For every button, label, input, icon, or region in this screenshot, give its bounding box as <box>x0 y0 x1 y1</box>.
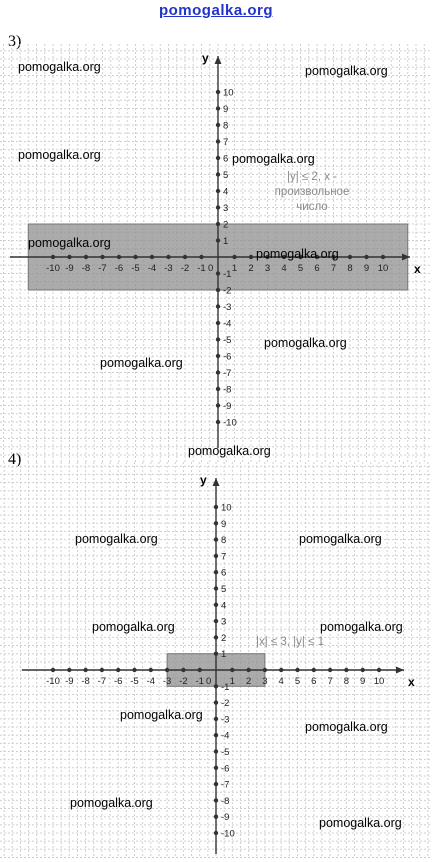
x-tick <box>100 668 104 672</box>
y-tick <box>216 271 220 275</box>
y-tick <box>214 733 218 737</box>
x-tick <box>100 255 104 259</box>
y-tick <box>216 321 220 325</box>
watermark: pomogalka.org <box>299 532 382 546</box>
y-tick-label: 5 <box>221 584 227 595</box>
coordinate-plane-4 <box>0 462 432 858</box>
y-tick-label: -5 <box>221 747 230 758</box>
x-tick-label: 3 <box>262 676 268 687</box>
x-tick-label: -6 <box>114 263 124 274</box>
watermark: pomogalka.org <box>305 64 388 78</box>
y-tick <box>214 619 218 623</box>
watermark: pomogalka.org <box>18 60 101 74</box>
x-tick <box>246 668 250 672</box>
x-tick-label: 4 <box>281 263 287 274</box>
y-tick <box>216 370 220 374</box>
x-tick <box>232 255 236 259</box>
x-axis-arrow <box>396 667 404 674</box>
y-tick <box>214 521 218 525</box>
x-tick-label: -10 <box>46 676 60 687</box>
watermark: pomogalka.org <box>120 708 203 722</box>
x-tick <box>132 668 136 672</box>
x-tick-label: -1 <box>195 676 204 687</box>
y-tick-label: 2 <box>223 219 229 231</box>
watermark: pomogalka.org <box>319 816 402 830</box>
x-tick-label: 10 <box>377 263 389 274</box>
x-axis-label: x <box>414 262 421 276</box>
x-tick-label: -6 <box>113 676 123 687</box>
x-tick <box>67 255 71 259</box>
y-tick-label: 7 <box>221 551 227 563</box>
x-tick <box>348 255 352 259</box>
x-tick <box>67 668 71 672</box>
x-tick-label: 2 <box>248 263 254 274</box>
y-tick-label: -8 <box>223 384 232 396</box>
y-tick-label: 2 <box>221 632 227 644</box>
y-tick <box>216 156 220 160</box>
x-tick-label: 7 <box>330 263 337 274</box>
y-tick-label: 6 <box>221 567 227 579</box>
watermark: pomogalka.org <box>18 148 101 162</box>
y-tick-label: 10 <box>223 87 234 99</box>
x-tick <box>364 255 368 259</box>
condition-text: произвольное <box>274 186 350 198</box>
y-tick <box>214 570 218 574</box>
x-tick <box>263 668 267 672</box>
y-tick-label: 6 <box>223 153 229 165</box>
y-tick-label: -7 <box>223 368 232 379</box>
x-tick <box>295 668 299 672</box>
x-tick-label: 1 <box>229 676 235 687</box>
x-tick <box>377 668 381 672</box>
y-tick <box>214 684 218 688</box>
x-tick <box>133 255 137 259</box>
x-tick <box>381 255 385 259</box>
y-tick <box>214 586 218 590</box>
y-tick <box>216 106 220 110</box>
y-tick <box>214 635 218 639</box>
x-tick-label: 4 <box>278 676 284 687</box>
y-tick-label: -10 <box>223 417 237 429</box>
y-tick-label: 10 <box>221 502 232 514</box>
x-tick-label: -9 <box>65 263 74 274</box>
y-tick-label: -6 <box>221 763 230 775</box>
y-tick-label: -2 <box>221 698 230 710</box>
x-tick-label: 8 <box>343 676 350 687</box>
y-tick <box>214 766 218 770</box>
x-tick-label: 9 <box>360 676 366 687</box>
origin-label: 0 <box>208 263 214 274</box>
x-tick-label: -2 <box>179 676 188 687</box>
y-tick <box>214 537 218 541</box>
x-tick-label: -8 <box>81 263 91 274</box>
watermark: pomogalka.org <box>232 152 315 166</box>
y-tick-label: 7 <box>223 137 229 148</box>
y-tick-label: 3 <box>221 616 227 628</box>
y-tick <box>216 288 220 292</box>
coordinate-plane-3 <box>0 44 432 462</box>
problem-4-label: 4) <box>8 451 22 468</box>
x-tick <box>149 668 153 672</box>
x-tick-label: 7 <box>327 676 333 687</box>
x-tick-label: -5 <box>131 263 140 274</box>
watermark: pomogalka.org <box>256 247 339 261</box>
x-tick <box>51 668 55 672</box>
x-tick-label: -4 <box>146 676 156 687</box>
y-tick <box>216 387 220 391</box>
y-tick-label: -1 <box>223 269 232 280</box>
y-tick <box>216 172 220 176</box>
y-tick-label: 9 <box>221 518 227 530</box>
x-tick <box>181 668 185 672</box>
y-tick-label: -3 <box>223 302 232 313</box>
y-tick <box>214 717 218 721</box>
problem-3-label: 3) <box>8 33 22 50</box>
x-tick <box>199 255 203 259</box>
y-tick <box>216 189 220 193</box>
condition-text: |x| ≤ 3, |y| ≤ 1 <box>255 636 325 648</box>
condition-text: |y| ≤ 2, x - <box>287 171 337 183</box>
y-tick-label: -7 <box>221 779 230 791</box>
y-tick-label: -1 <box>221 681 230 693</box>
y-tick <box>214 798 218 802</box>
x-tick-label: -3 <box>164 263 173 274</box>
x-tick-label: -10 <box>46 263 60 274</box>
x-tick-label: -2 <box>180 263 190 274</box>
x-tick-label: 6 <box>314 263 320 274</box>
x-tick-label: 1 <box>231 263 238 274</box>
y-tick <box>214 505 218 509</box>
x-tick <box>279 668 283 672</box>
y-tick <box>216 238 220 242</box>
y-tick <box>214 700 218 704</box>
x-tick-label: 8 <box>347 263 353 274</box>
x-tick <box>183 255 187 259</box>
watermark: pomogalka.org <box>70 796 153 810</box>
x-tick <box>84 255 88 259</box>
y-tick-label: -10 <box>221 828 235 840</box>
x-tick <box>116 668 120 672</box>
x-tick-label: 10 <box>373 676 385 687</box>
watermark: pomogalka.org <box>264 336 347 350</box>
x-tick <box>117 255 121 259</box>
y-tick <box>216 222 220 226</box>
y-axis-arrow <box>213 478 220 486</box>
watermark: pomogalka.org <box>100 356 183 370</box>
x-tick-label: 3 <box>264 263 271 274</box>
x-tick-label: 6 <box>311 676 317 687</box>
watermark: pomogalka.org <box>188 444 271 458</box>
watermark: pomogalka.org <box>305 720 388 734</box>
site-title[interactable]: pomogalka.org <box>158 2 273 19</box>
y-tick-label: 9 <box>223 104 229 115</box>
x-tick <box>166 255 170 259</box>
y-tick-label: 3 <box>223 203 229 214</box>
x-tick <box>249 255 253 259</box>
y-tick <box>214 652 218 656</box>
x-tick-label: -3 <box>162 676 172 687</box>
y-tick-label: -5 <box>223 335 232 346</box>
x-tick <box>328 668 332 672</box>
y-tick <box>214 554 218 558</box>
x-tick <box>312 668 316 672</box>
y-tick-label: -3 <box>221 714 230 726</box>
y-tick <box>214 831 218 835</box>
y-tick-label: -9 <box>223 401 232 412</box>
x-tick-label: 9 <box>363 263 370 274</box>
y-tick <box>216 304 220 308</box>
x-tick-label: -9 <box>65 676 74 687</box>
condition-text: число <box>296 201 328 213</box>
y-axis-arrow <box>215 56 222 64</box>
x-tick-label: -7 <box>98 263 107 274</box>
x-tick-label: 2 <box>245 676 252 687</box>
y-tick-label: -9 <box>221 812 230 824</box>
y-tick-label: 4 <box>221 600 227 612</box>
x-tick <box>361 668 365 672</box>
y-tick <box>216 354 220 358</box>
y-tick-label: 8 <box>223 120 229 132</box>
x-tick-label: 5 <box>294 676 301 687</box>
x-tick <box>230 668 234 672</box>
y-tick <box>214 749 218 753</box>
watermark: pomogalka.org <box>75 532 158 546</box>
x-tick-label: -4 <box>147 263 157 274</box>
y-tick <box>216 420 220 424</box>
y-tick-label: 1 <box>223 236 229 247</box>
watermark: pomogalka.org <box>320 620 403 634</box>
y-tick <box>216 139 220 143</box>
y-tick-label: 5 <box>223 170 229 181</box>
watermark: pomogalka.org <box>28 236 111 250</box>
x-tick <box>198 668 202 672</box>
y-tick-label: -6 <box>223 351 232 363</box>
y-tick <box>216 205 220 209</box>
y-tick <box>216 403 220 407</box>
y-tick <box>214 782 218 786</box>
x-tick-label: -7 <box>97 676 107 687</box>
y-tick <box>216 90 220 94</box>
x-tick-label: -5 <box>130 676 139 687</box>
y-tick <box>216 123 220 127</box>
x-tick <box>83 668 87 672</box>
y-tick-label: -8 <box>221 795 230 807</box>
x-axis-label: x <box>408 675 415 689</box>
y-tick <box>214 815 218 819</box>
y-axis-label: y <box>202 51 209 65</box>
y-tick-label: 8 <box>221 535 227 547</box>
y-tick-label: -4 <box>221 730 230 742</box>
y-tick-label: 1 <box>221 649 227 661</box>
x-tick-label: -8 <box>81 676 90 687</box>
y-tick <box>216 337 220 341</box>
x-tick-label: 5 <box>297 263 304 274</box>
x-tick-label: -1 <box>197 263 206 274</box>
x-tick <box>150 255 154 259</box>
y-tick-label: -4 <box>223 318 232 330</box>
y-tick <box>214 603 218 607</box>
origin-label: 0 <box>206 676 212 687</box>
x-tick <box>344 668 348 672</box>
x-tick <box>51 255 55 259</box>
y-tick-label: -2 <box>223 285 232 297</box>
x-tick <box>165 668 169 672</box>
watermark: pomogalka.org <box>92 620 175 634</box>
y-axis-label: y <box>200 473 207 487</box>
y-tick-label: 4 <box>223 186 229 198</box>
